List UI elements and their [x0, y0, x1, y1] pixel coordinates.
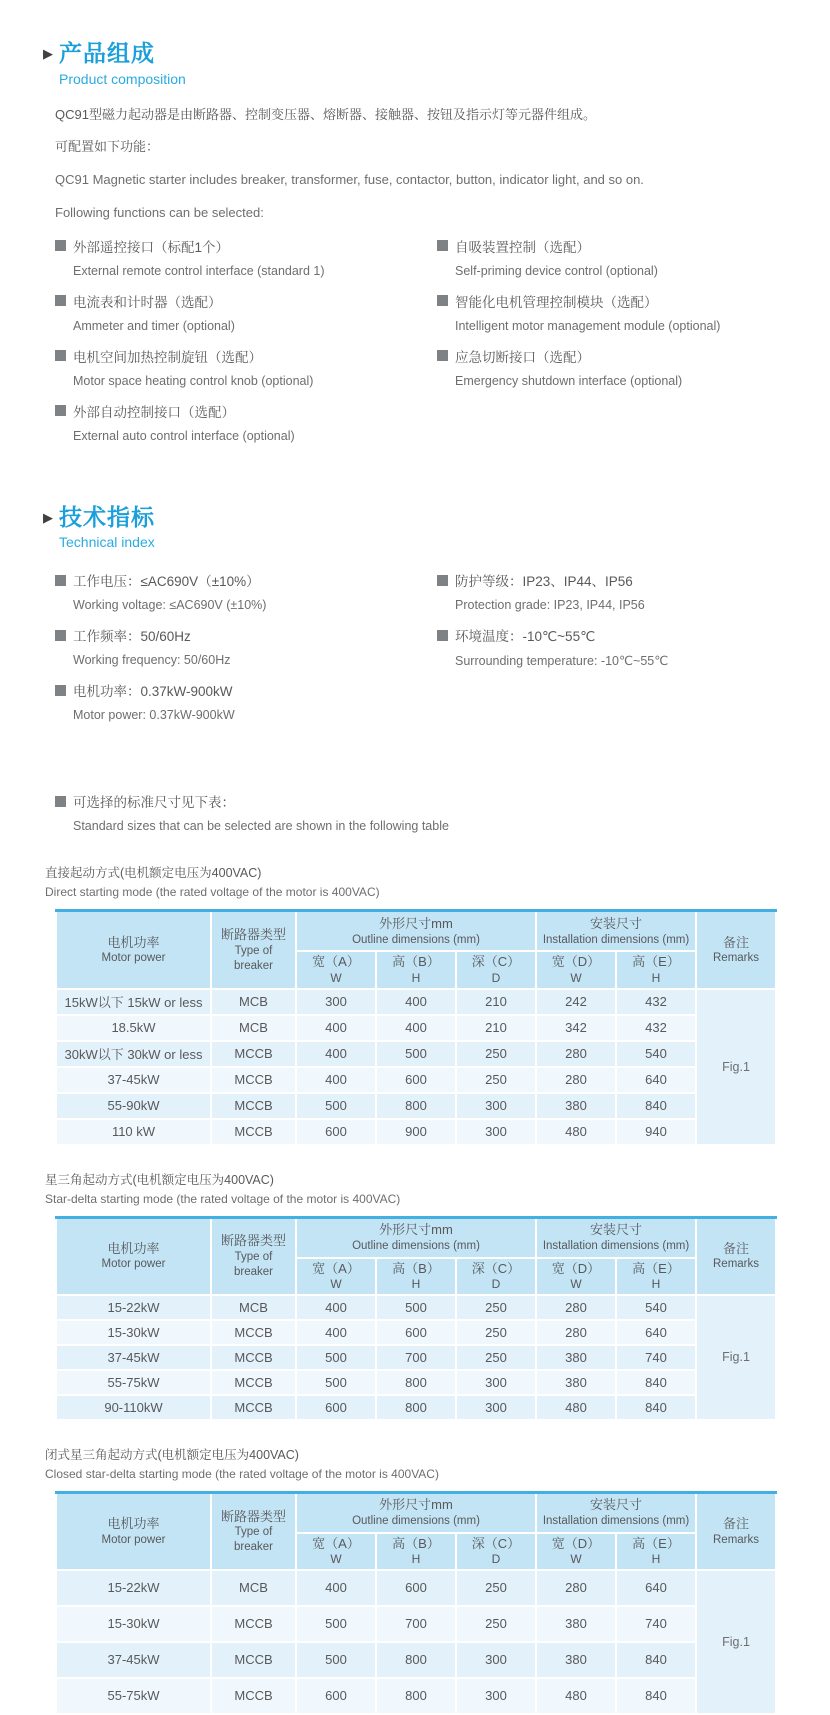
table-cell: 600 [376, 1067, 456, 1093]
table-cell: 30kW以下 30kW or less [56, 1041, 211, 1067]
spec-label-en: Working frequency: 50/60Hz [73, 653, 231, 668]
table-cell: 300 [456, 1678, 536, 1714]
table-caption-en: Direct starting mode (the rated voltage of the motor is 400VAC) [45, 885, 380, 900]
feature-label-en: External remote control interface (standard 1) [73, 263, 325, 278]
table-row [56, 1067, 776, 1093]
standard-sizes-note [55, 791, 775, 833]
spec-label-zh: 电机功率：0.37kW-900kW [73, 684, 233, 700]
table-cell: 250 [456, 1067, 536, 1093]
feature-label-zh: 自吸装置控制（选配） [455, 239, 590, 255]
table-cell: 250 [456, 1345, 536, 1370]
table-cell: MCCB [211, 1395, 296, 1420]
bullet-square-icon [55, 630, 66, 641]
table-cell: 380 [536, 1606, 616, 1642]
remarks-cell: Fig.1 [696, 989, 776, 1145]
bullet-square-icon [437, 350, 448, 361]
feature-label-zh: 电流表和计时器（选配） [73, 294, 222, 310]
star-delta-table [55, 1216, 777, 1421]
feature-item [437, 236, 775, 278]
table-cell: 840 [616, 1093, 696, 1119]
table-caption-en: Closed star-delta starting mode (the rated voltage of the motor is 400VAC) [45, 1466, 439, 1481]
feature-label-zh: 应急切断接口（选配） [455, 349, 590, 365]
col-header-width-d: 宽（D） W [536, 1533, 616, 1570]
table-cell: 600 [296, 1395, 376, 1420]
col-group-installation-dimensions: 安装尺寸 Installation dimensions (mm) [536, 1217, 696, 1258]
col-header-width-a: 宽（A） W [296, 951, 376, 988]
table-row [56, 1093, 776, 1119]
table-cell: MCB [211, 1295, 296, 1320]
table-cell: 480 [536, 1119, 616, 1145]
col-header-width-d: 宽（D） W [536, 1258, 616, 1295]
table-section-direct-starting [45, 863, 775, 1145]
section-header-technical-index [43, 504, 775, 551]
col-header-depth-c: 深（C） D [456, 1533, 536, 1570]
table-cell: 480 [536, 1395, 616, 1420]
section-header-product-composition [43, 40, 775, 87]
spec-label-zh: 防护等级：IP23、IP44、IP56 [455, 574, 633, 590]
bullet-square-icon [55, 575, 66, 586]
table-cell: 500 [296, 1345, 376, 1370]
feature-label-en: Motor space heating control knob (optional) [73, 373, 314, 388]
table-cell: 242 [536, 989, 616, 1015]
feature-label-en: Emergency shutdown interface (optional) [455, 373, 683, 388]
col-header-breaker-type: 断路器类型 Type of breaker [211, 1492, 296, 1570]
table-section-closed-star-delta [45, 1445, 775, 1715]
col-header-height-b: 高（B） H [376, 951, 456, 988]
feature-item [55, 401, 437, 443]
feature-label-zh: 外部遥控接口（标配1个） [73, 239, 230, 255]
table-cell: 15-22kW [56, 1570, 211, 1606]
table-row [56, 989, 776, 1015]
table-cell: MCCB [211, 1370, 296, 1395]
section-arrow-icon: ▶ [43, 46, 53, 61]
remarks-cell: Fig.1 [696, 1295, 776, 1420]
table-cell: 380 [536, 1093, 616, 1119]
section-subtitle: Technical index [59, 534, 155, 551]
col-header-motor-power: 电机功率 Motor power [56, 911, 211, 989]
feature-label-en: Intelligent motor management module (optional) [455, 318, 721, 333]
table-cell: 37-45kW [56, 1067, 211, 1093]
col-header-remarks: 备注 Remarks [696, 911, 776, 989]
bullet-square-icon [437, 630, 448, 641]
table-cell: 400 [296, 1320, 376, 1345]
spec-label-en: Working voltage: ≤AC690V (±10%) [73, 598, 267, 613]
feature-label-en: Ammeter and timer (optional) [73, 318, 235, 333]
table-row [56, 1015, 776, 1041]
col-header-height-b: 高（B） H [376, 1258, 456, 1295]
table-cell: 380 [536, 1345, 616, 1370]
col-group-installation-dimensions: 安装尺寸 Installation dimensions (mm) [536, 1492, 696, 1533]
table-cell: 400 [296, 1067, 376, 1093]
table-cell: 250 [456, 1295, 536, 1320]
bullet-square-icon [55, 295, 66, 306]
section-subtitle: Product composition [59, 70, 186, 87]
table-cell: 600 [376, 1320, 456, 1345]
spec-label-en: Protection grade: IP23, IP44, IP56 [455, 598, 645, 613]
table-cell: MCCB [211, 1606, 296, 1642]
feature-label-zh: 外部自动控制接口（选配） [73, 404, 235, 420]
table-cell: 280 [536, 1570, 616, 1606]
table-row [56, 1606, 776, 1642]
table-cell: 300 [456, 1370, 536, 1395]
table-cell: 210 [456, 989, 536, 1015]
composition-intro [55, 105, 775, 224]
col-header-width-a: 宽（A） W [296, 1533, 376, 1570]
table-cell: 380 [536, 1642, 616, 1678]
table-cell: 300 [296, 989, 376, 1015]
table-cell: MCCB [211, 1067, 296, 1093]
col-header-remarks: 备注 Remarks [696, 1492, 776, 1570]
spec-label-en: Surrounding temperature: -10℃~55℃ [455, 654, 669, 669]
table-cell: 800 [376, 1395, 456, 1420]
table-cell: 432 [616, 989, 696, 1015]
bullet-square-icon [55, 405, 66, 416]
closed-star-delta-table [55, 1491, 777, 1715]
spec-label-en: Motor power: 0.37kW-900kW [73, 708, 235, 723]
intro-paragraph: 可配置如下功能： [55, 139, 160, 155]
col-group-outline-dimensions: 外形尺寸mm Outline dimensions (mm) [296, 1217, 536, 1258]
table-cell: 380 [536, 1370, 616, 1395]
table-cell: 342 [536, 1015, 616, 1041]
table-cell: 840 [616, 1370, 696, 1395]
section-title: 产品组成 [59, 40, 155, 66]
note-label-zh: 可选择的标准尺寸见下表： [73, 795, 235, 811]
feature-label-en: External auto control interface (optional) [73, 428, 295, 443]
table-row [56, 1395, 776, 1420]
col-group-outline-dimensions: 外形尺寸mm Outline dimensions (mm) [296, 911, 536, 952]
table-cell: 15-30kW [56, 1606, 211, 1642]
spec-label-zh: 工作频率：50/60Hz [73, 629, 191, 645]
table-cell: 500 [376, 1041, 456, 1067]
col-header-motor-power: 电机功率 Motor power [56, 1492, 211, 1570]
table-cell: 400 [376, 989, 456, 1015]
table-cell: 300 [456, 1395, 536, 1420]
feature-item [55, 346, 437, 388]
table-cell: 110 kW [56, 1119, 211, 1145]
col-header-width-a: 宽（A） W [296, 1258, 376, 1295]
table-cell: 300 [456, 1642, 536, 1678]
table-cell: MCCB [211, 1320, 296, 1345]
bullet-square-icon [55, 350, 66, 361]
table-row [56, 1570, 776, 1606]
table-cell: 900 [376, 1119, 456, 1145]
table-cell: MCCB [211, 1119, 296, 1145]
spec-item [55, 680, 437, 722]
remarks-cell: Fig.1 [696, 1570, 776, 1714]
table-cell: 250 [456, 1041, 536, 1067]
bullet-square-icon [437, 240, 448, 251]
spec-label-zh: 工作电压：≤AC690V（±10%） [73, 574, 260, 590]
col-group-installation-dimensions: 安装尺寸 Installation dimensions (mm) [536, 911, 696, 952]
table-cell: 250 [456, 1606, 536, 1642]
spec-columns [55, 570, 775, 735]
bullet-square-icon [437, 295, 448, 306]
feature-item [437, 346, 775, 388]
table-cell: 37-45kW [56, 1345, 211, 1370]
feature-label-zh: 智能化电机管理控制模块（选配） [455, 294, 658, 310]
table-cell: MCCB [211, 1041, 296, 1067]
table-cell: 740 [616, 1345, 696, 1370]
table-cell: 640 [616, 1570, 696, 1606]
table-cell: 940 [616, 1119, 696, 1145]
col-header-breaker-type: 断路器类型 Type of breaker [211, 1217, 296, 1295]
intro-paragraph: QC91 Magnetic starter includes breaker, transformer, fuse, contactor, button, indicator light, and so on. [55, 172, 644, 188]
col-header-height-e: 高（E） H [616, 1533, 696, 1570]
table-cell: 800 [376, 1678, 456, 1714]
table-cell: 540 [616, 1295, 696, 1320]
table-cell: 540 [616, 1041, 696, 1067]
table-cell: 600 [296, 1678, 376, 1714]
table-cell: 500 [296, 1606, 376, 1642]
table-cell: 800 [376, 1093, 456, 1119]
col-header-breaker-type: 断路器类型 Type of breaker [211, 911, 296, 989]
table-cell: 600 [376, 1570, 456, 1606]
table-cell: 300 [456, 1119, 536, 1145]
feature-label-en: Self-priming device control (optional) [455, 263, 658, 278]
note-label-en: Standard sizes that can be selected are shown in the following table [73, 819, 449, 834]
table-row [56, 1119, 776, 1145]
table-cell: 37-45kW [56, 1642, 211, 1678]
table-cell: MCB [211, 989, 296, 1015]
table-row [56, 1295, 776, 1320]
table-cell: 55-90kW [56, 1093, 211, 1119]
table-row [56, 1678, 776, 1714]
table-cell: MCCB [211, 1642, 296, 1678]
table-cell: 210 [456, 1015, 536, 1041]
table-cell: 600 [296, 1119, 376, 1145]
table-cell: 840 [616, 1395, 696, 1420]
table-cell: 740 [616, 1606, 696, 1642]
table-row [56, 1320, 776, 1345]
table-cell: 840 [616, 1678, 696, 1714]
table-cell: 500 [296, 1370, 376, 1395]
table-row [56, 1370, 776, 1395]
table-row [56, 1345, 776, 1370]
feature-item [55, 291, 437, 333]
table-cell: 400 [376, 1015, 456, 1041]
feature-item [437, 291, 775, 333]
col-header-depth-c: 深（C） D [456, 1258, 536, 1295]
table-cell: 400 [296, 1015, 376, 1041]
table-cell: 500 [376, 1295, 456, 1320]
spec-item [55, 570, 437, 612]
feature-columns [55, 236, 775, 456]
feature-label-zh: 电机空间加热控制旋钮（选配） [73, 349, 262, 365]
direct-starting-table [55, 909, 777, 1145]
table-cell: 280 [536, 1041, 616, 1067]
table-cell: 280 [536, 1067, 616, 1093]
table-cell: 300 [456, 1093, 536, 1119]
table-cell: 400 [296, 1295, 376, 1320]
table-section-star-delta [45, 1170, 775, 1421]
table-cell: 700 [376, 1345, 456, 1370]
bullet-square-icon [55, 796, 66, 807]
table-cell: 55-75kW [56, 1678, 211, 1714]
bullet-square-icon [437, 575, 448, 586]
intro-paragraph: Following functions can be selected: [55, 204, 264, 220]
table-cell: MCB [211, 1570, 296, 1606]
bullet-square-icon [55, 685, 66, 696]
table-caption-zh: 星三角起动方式(电机额定电压为400VAC) [45, 1172, 274, 1187]
col-header-height-e: 高（E） H [616, 1258, 696, 1295]
table-row [56, 1041, 776, 1067]
col-header-depth-c: 深（C） D [456, 951, 536, 988]
table-cell: 15kW以下 15kW or less [56, 989, 211, 1015]
col-header-motor-power: 电机功率 Motor power [56, 1217, 211, 1295]
table-cell: 250 [456, 1320, 536, 1345]
table-row [56, 1642, 776, 1678]
col-header-remarks: 备注 Remarks [696, 1217, 776, 1295]
table-cell: 432 [616, 1015, 696, 1041]
table-cell: 640 [616, 1320, 696, 1345]
spec-item [437, 625, 775, 668]
col-header-height-e: 高（E） H [616, 951, 696, 988]
table-cell: 15-30kW [56, 1320, 211, 1345]
table-cell: 500 [296, 1642, 376, 1678]
table-cell: 55-75kW [56, 1370, 211, 1395]
table-cell: 480 [536, 1678, 616, 1714]
table-caption-en: Star-delta starting mode (the rated voltage of the motor is 400VAC) [45, 1191, 401, 1206]
intro-paragraph: QC91型磁力起动器是由断路器、控制变压器、熔断器、接触器、按钮及指示灯等元器件组成。 [55, 106, 596, 122]
col-group-outline-dimensions: 外形尺寸mm Outline dimensions (mm) [296, 1492, 536, 1533]
table-cell: 840 [616, 1642, 696, 1678]
table-cell: 800 [376, 1370, 456, 1395]
table-cell: 280 [536, 1320, 616, 1345]
table-cell: 15-22kW [56, 1295, 211, 1320]
table-caption-zh: 闭式星三角起动方式(电机额定电压为400VAC) [45, 1447, 299, 1462]
col-header-height-b: 高（B） H [376, 1533, 456, 1570]
table-cell: MCB [211, 1015, 296, 1041]
table-cell: 280 [536, 1295, 616, 1320]
bullet-square-icon [55, 240, 66, 251]
table-cell: 18.5kW [56, 1015, 211, 1041]
table-caption-zh: 直接起动方式(电机额定电压为400VAC) [45, 866, 262, 881]
table-cell: 90-110kW [56, 1395, 211, 1420]
table-cell: 400 [296, 1570, 376, 1606]
table-cell: 800 [376, 1642, 456, 1678]
section-arrow-icon: ▶ [43, 509, 53, 525]
spec-label-zh: 环境温度：-10℃~55℃ [455, 629, 596, 645]
table-cell: MCCB [211, 1678, 296, 1714]
table-cell: 400 [296, 1041, 376, 1067]
table-cell: MCCB [211, 1345, 296, 1370]
spec-item [55, 625, 437, 667]
table-cell: 700 [376, 1606, 456, 1642]
col-header-width-d: 宽（D） W [536, 951, 616, 988]
feature-item [55, 236, 437, 278]
table-cell: 500 [296, 1093, 376, 1119]
section-title: 技术指标 [59, 503, 155, 530]
spec-item [437, 570, 775, 612]
table-cell: MCCB [211, 1093, 296, 1119]
table-cell: 640 [616, 1067, 696, 1093]
table-cell: 250 [456, 1570, 536, 1606]
